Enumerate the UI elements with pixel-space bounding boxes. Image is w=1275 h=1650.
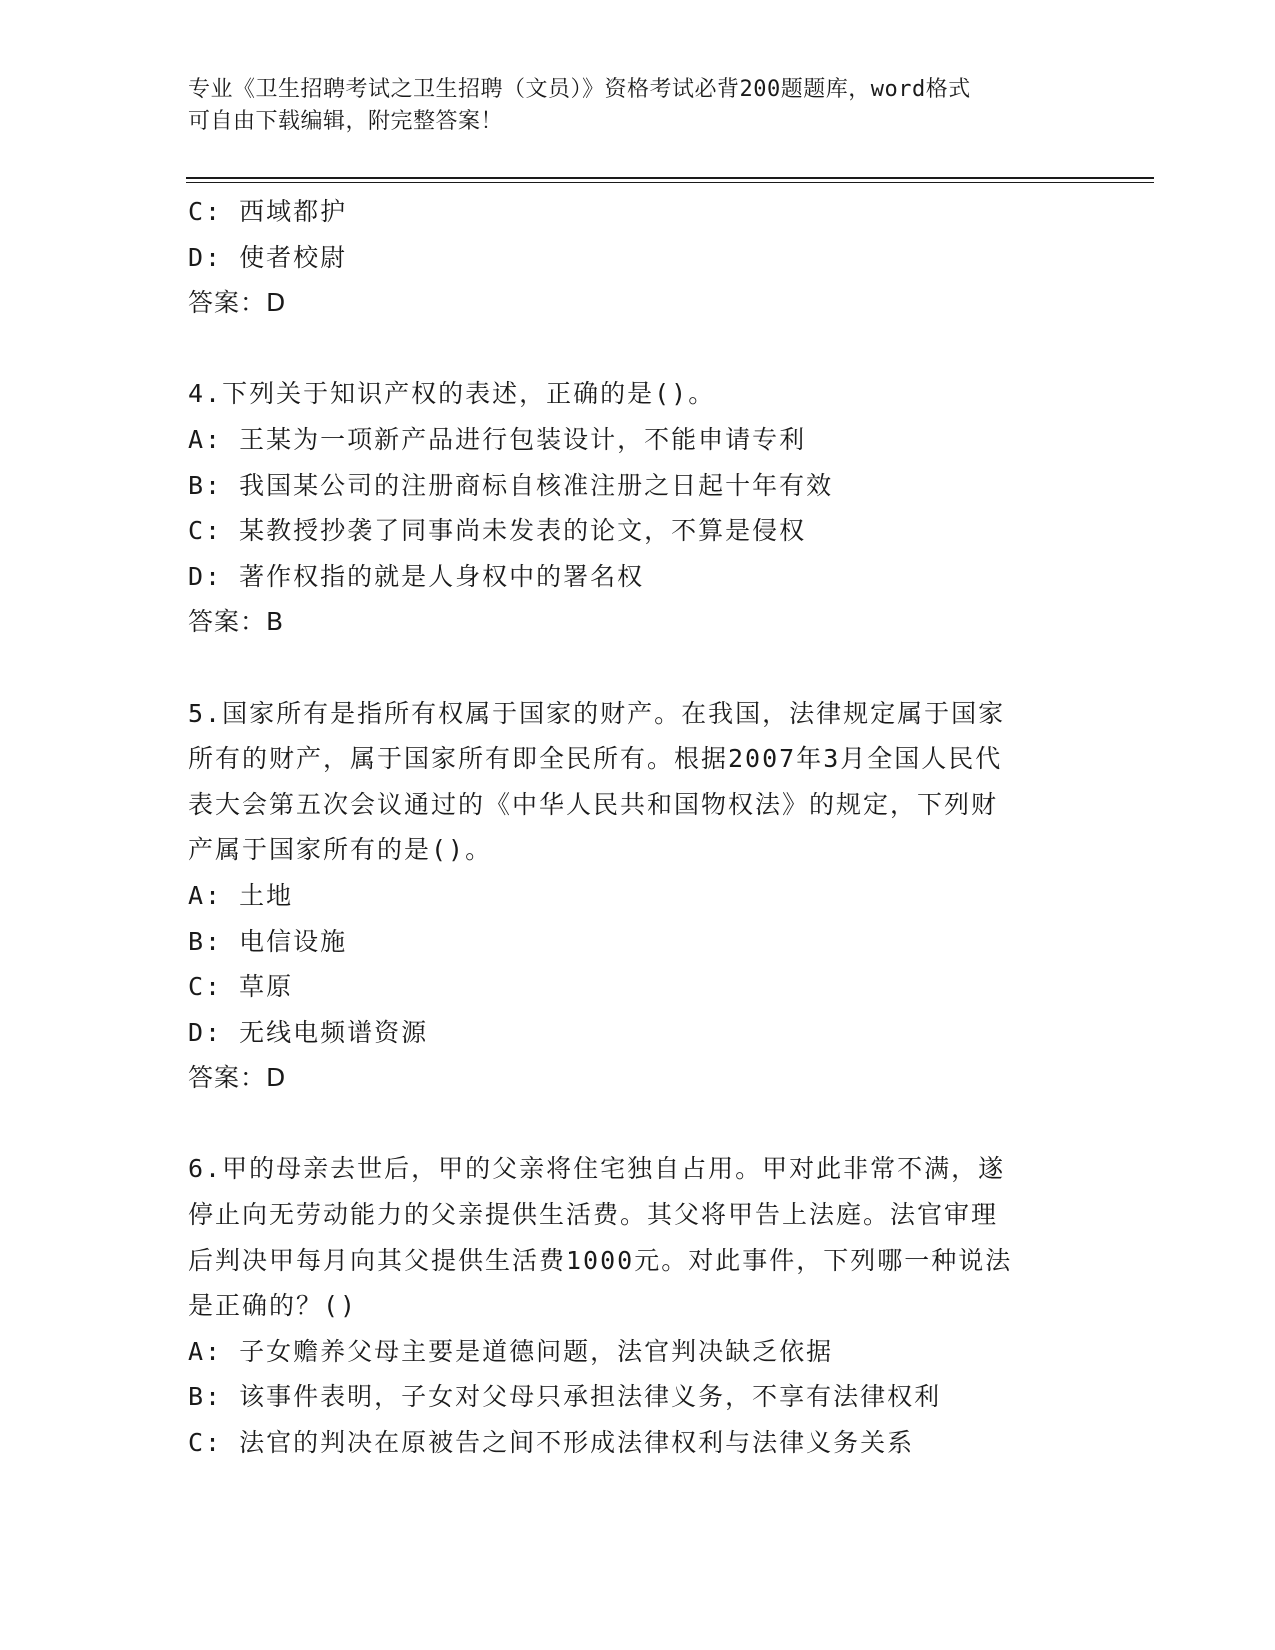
- q4-option-a: A: 王某为一项新产品进行包装设计，不能申请专利: [188, 424, 807, 454]
- q4-option-c: C: 某教授抄袭了同事尚未发表的论文，不算是侵权: [188, 516, 807, 546]
- q6-question-line-3: 后判决甲每月向其父提供生活费1000元。对此事件，下列哪一种说法: [188, 1245, 1013, 1275]
- q5-answer: 答案：D: [188, 1063, 287, 1093]
- header-rule-thin: [186, 182, 1154, 183]
- q6-question-line-1: 6.甲的母亲去世后，甲的父亲将住宅独自占用。甲对此非常不满，遂: [188, 1154, 1006, 1184]
- q5-question-line-1: 5.国家所有是指所有权属于国家的财产。在我国，法律规定属于国家: [188, 698, 1006, 728]
- q5-option-a: A: 土地: [188, 880, 294, 910]
- q5-question-line-2: 所有的财产，属于国家所有即全民所有。根据2007年3月全国人民代: [188, 744, 1003, 774]
- page-header: [188, 74, 1088, 138]
- q6-question-line-4: 是正确的？(): [188, 1291, 358, 1321]
- header-line-1: 专业《卫生招聘考试之卫生招聘（文员）》资格考试必背200题题库，word格式: [188, 77, 971, 102]
- q4-answer: 答案：B: [188, 607, 285, 637]
- q5-option-b: B: 电信设施: [188, 926, 348, 956]
- q6-question-line-2: 停止向无劳动能力的父亲提供生活费。其父将甲告上法庭。法官审理: [188, 1200, 999, 1230]
- spacer: [188, 1101, 1088, 1147]
- q4-option-d: D: 著作权指的就是人身权中的署名权: [188, 561, 645, 591]
- spacer: [188, 326, 1088, 372]
- question-list: [188, 189, 1088, 1466]
- q5-question-line-3: 表大会第五次会议通过的《中华人民共和国物权法》的规定，下列财: [188, 789, 999, 819]
- q3-option-c: C: 西域都护: [188, 197, 348, 226]
- q5-question-line-4: 产属于国家所有的是()。: [188, 835, 493, 865]
- q4-question: 4.下列关于知识产权的表述，正确的是()。: [188, 379, 716, 409]
- q6-option-a: A: 子女赡养父母主要是道德问题，法官判决缺乏依据: [188, 1336, 834, 1366]
- header-rule-thick: [186, 177, 1154, 179]
- q3-option-d: D: 使者校尉: [188, 242, 348, 272]
- q5-option-d: D: 无线电频谱资源: [188, 1017, 429, 1047]
- q4-option-b: B: 我国某公司的注册商标自核准注册之日起十年有效: [188, 470, 834, 500]
- q3-answer: 答案：D: [188, 288, 287, 318]
- spacer: [188, 645, 1088, 691]
- q6-option-c: C: 法官的判决在原被告之间不形成法律权利与法律义务关系: [188, 1428, 915, 1458]
- q6-option-b: B: 该事件表明，子女对父母只承担法律义务，不享有法律权利: [188, 1382, 942, 1412]
- q5-option-c: C: 草原: [188, 972, 294, 1002]
- header-line-2: 可自由下载编辑，附完整答案！: [188, 109, 504, 134]
